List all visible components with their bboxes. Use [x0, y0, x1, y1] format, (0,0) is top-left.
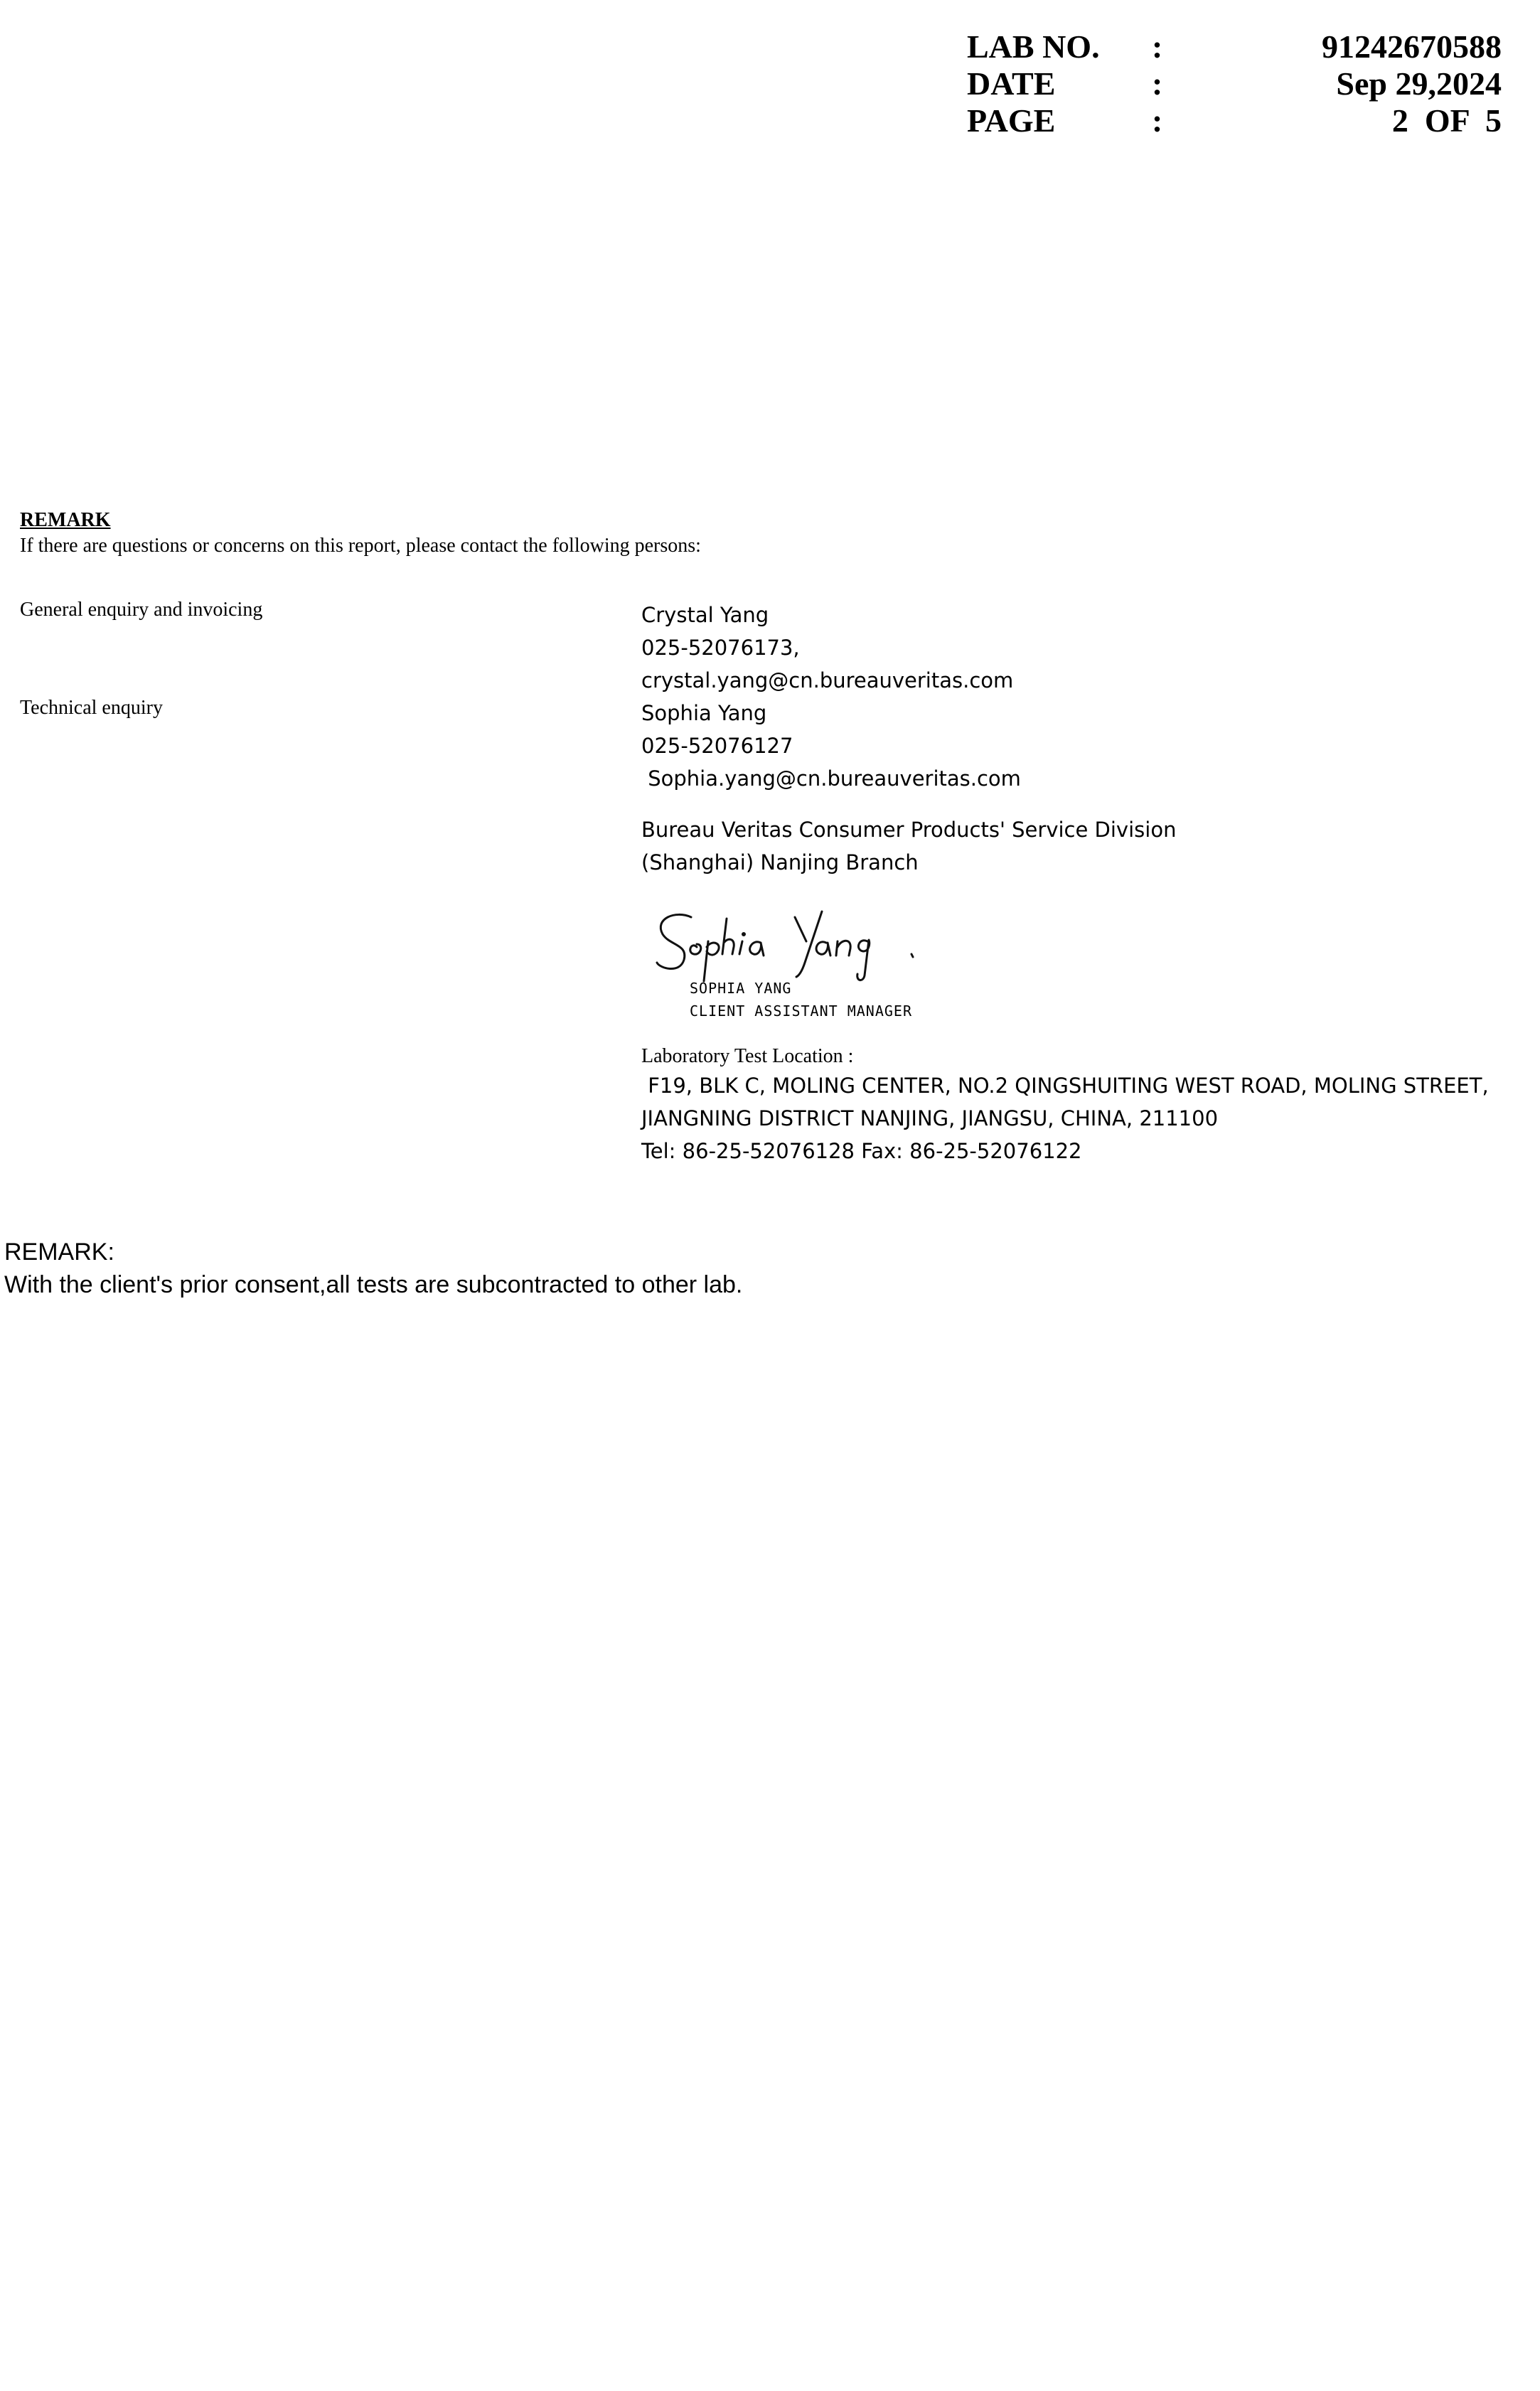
date-row: [967, 65, 1502, 102]
remark-2-title: REMARK:: [4, 1239, 114, 1266]
technical-enquiry-label: Technical enquiry: [20, 697, 163, 719]
general-contact-phone: 025-52076173,: [641, 636, 800, 660]
page-row: [967, 102, 1502, 139]
technical-contact-phone: 025-52076127: [641, 734, 793, 758]
lab-tel-fax: Tel: 86-25-52076128 Fax: 86-25-52076122: [641, 1139, 1082, 1163]
remark-intro: If there are questions or concerns on this report, please contact the following persons:: [20, 535, 701, 557]
date-value: Sep 29,2024: [1336, 65, 1502, 102]
general-contact-email[interactable]: crystal.yang@cn.bureauveritas.com: [641, 668, 1014, 692]
lab-no-row: [967, 28, 1502, 65]
page-label: PAGE: [967, 102, 1056, 139]
date-colon: :: [1152, 65, 1163, 102]
handwritten-signature: [647, 897, 946, 990]
lab-address-line-1: F19, BLK C, MOLING CENTER, NO.2 QINGSHUITING WEST ROAD, MOLING STREET,: [641, 1074, 1489, 1098]
general-enquiry-label: General enquiry and invoicing: [20, 599, 263, 621]
signature-printed-title: CLIENT ASSISTANT MANAGER: [690, 1002, 912, 1020]
lab-no-label: LAB NO.: [967, 28, 1100, 65]
remark-title: REMARK: [20, 509, 111, 531]
division-line-1: Bureau Veritas Consumer Products' Service Division: [641, 818, 1177, 842]
lab-address-line-2: JIANGNING DISTRICT NANJING, JIANGSU, CHINA, 211100: [641, 1106, 1219, 1130]
lab-location-title: Laboratory Test Location :: [641, 1045, 854, 1067]
remark-2-body: With the client's prior consent,all tests are subcontracted to other lab.: [4, 1271, 743, 1298]
technical-contact-email[interactable]: Sophia.yang@cn.bureauveritas.com: [641, 766, 1021, 791]
signature-printed-name: SOPHIA YANG: [690, 980, 792, 997]
date-label: DATE: [967, 65, 1056, 102]
report-header: [967, 28, 1502, 139]
page-colon: :: [1152, 102, 1163, 139]
lab-no-value: 91242670588: [1322, 28, 1502, 65]
lab-no-colon: :: [1152, 28, 1163, 65]
page-value: 2 OF 5: [1391, 102, 1502, 139]
signature-block: [647, 897, 946, 1029]
general-contact-name: Crystal Yang: [641, 603, 769, 627]
division-line-2: (Shanghai) Nanjing Branch: [641, 850, 919, 874]
technical-contact-name: Sophia Yang: [641, 701, 767, 725]
